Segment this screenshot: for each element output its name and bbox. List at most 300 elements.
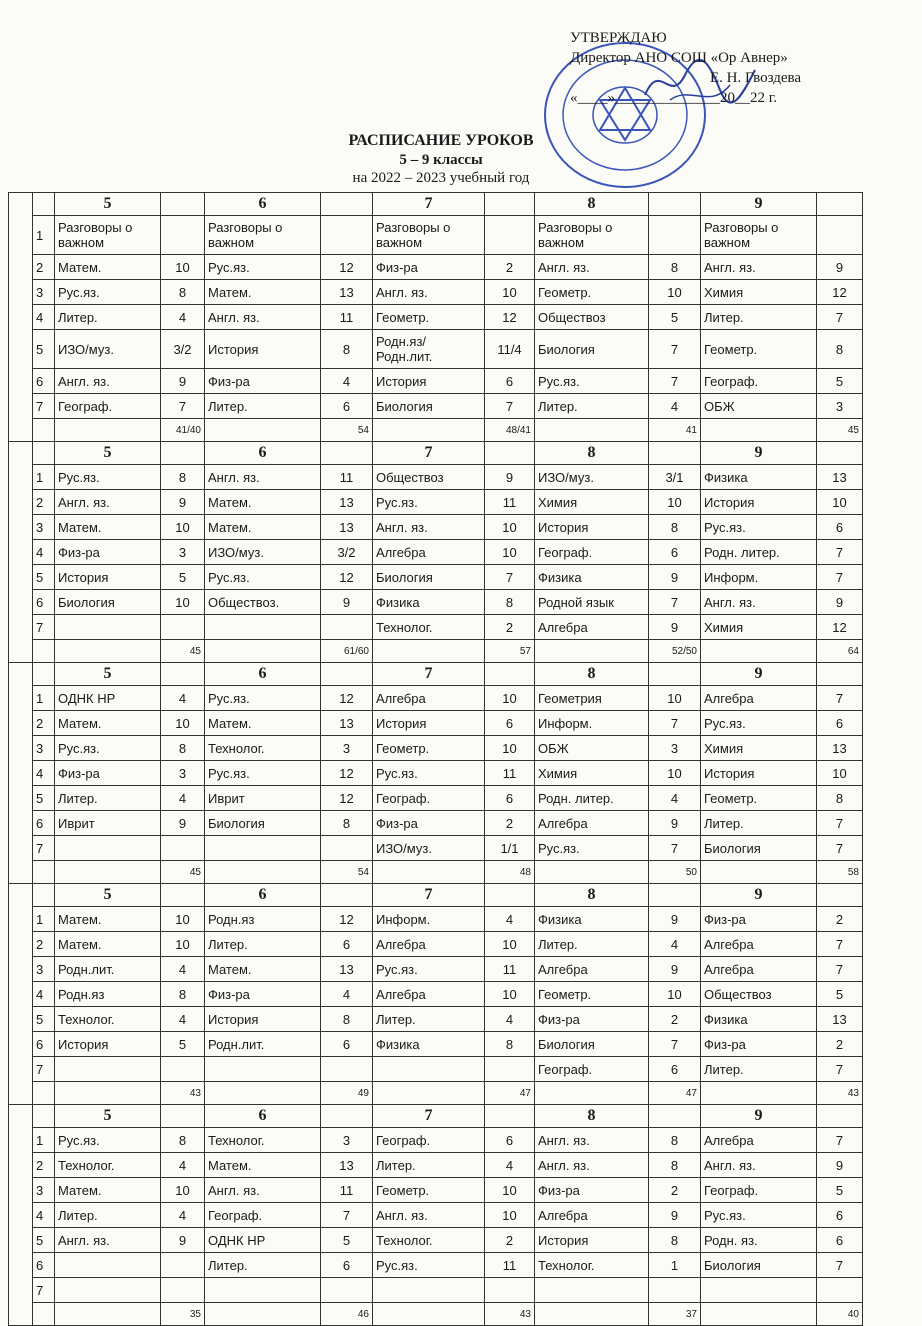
room-cell: 13 [817, 736, 863, 761]
subject-cell [55, 836, 161, 861]
totals-spacer [701, 640, 817, 663]
room-cell: 11/4 [485, 330, 535, 369]
subject-cell: Информ. [535, 711, 649, 736]
subject-cell: Физ-ра [373, 811, 485, 836]
totals-spacer [55, 1082, 161, 1105]
subject-cell: Родн.яз [55, 982, 161, 1007]
subject-cell: Химия [535, 761, 649, 786]
totals-spacer [55, 861, 161, 884]
lesson-row [9, 1203, 863, 1228]
room-cell: 12 [485, 305, 535, 330]
lesson-number: 7 [33, 1057, 55, 1082]
subject-cell: Физика [373, 1032, 485, 1057]
room-cell [649, 1278, 701, 1303]
subject-cell [205, 1278, 321, 1303]
room-cell: 8 [161, 1128, 205, 1153]
room-cell: 10 [485, 982, 535, 1007]
totals-spacer [701, 419, 817, 442]
room-cell: 5 [161, 565, 205, 590]
room-header [321, 1105, 373, 1128]
subject-cell: Химия [701, 615, 817, 640]
room-cell: 8 [321, 330, 373, 369]
subject-cell: Матем. [205, 490, 321, 515]
lesson-number: 2 [33, 1153, 55, 1178]
subject-cell: Матем. [205, 280, 321, 305]
subject-cell: Физ-ра [205, 982, 321, 1007]
room-cell: 2 [817, 907, 863, 932]
lesson-number: 2 [33, 932, 55, 957]
subject-cell: ОБЖ [535, 736, 649, 761]
grade-header: 7 [373, 442, 485, 465]
subject-cell: Матем. [55, 1178, 161, 1203]
grade-header: 8 [535, 442, 649, 465]
subject-cell: Литер. [701, 1057, 817, 1082]
room-cell: 4 [321, 982, 373, 1007]
subject-cell: Физика [535, 907, 649, 932]
subject-cell: История [205, 330, 321, 369]
subject-cell [205, 615, 321, 640]
subject-cell: Алгебра [535, 957, 649, 982]
subject-cell: Англ. яз. [205, 1178, 321, 1203]
subject-cell: Обществоз [535, 305, 649, 330]
room-cell: 6 [817, 1228, 863, 1253]
room-cell: 2 [485, 1228, 535, 1253]
lesson-number: 6 [33, 1253, 55, 1278]
subject-cell: Англ. яз. [205, 465, 321, 490]
room-cell: 6 [817, 711, 863, 736]
subject-cell: Физ-ра [205, 369, 321, 394]
lesson-number: 2 [33, 255, 55, 280]
lesson-number: 6 [33, 369, 55, 394]
room-cell: 7 [817, 836, 863, 861]
subject-cell: Химия [535, 490, 649, 515]
subject-cell: Иврит [55, 811, 161, 836]
room-cell: 10 [485, 932, 535, 957]
subject-cell: Матем. [55, 255, 161, 280]
room-cell: 9 [161, 490, 205, 515]
weekly-load-total: 37 [649, 1303, 701, 1326]
subject-cell: Алгебра [535, 1203, 649, 1228]
grade-header: 9 [701, 193, 817, 216]
subject-cell: История [535, 1228, 649, 1253]
grade-header: 8 [535, 663, 649, 686]
room-cell: 9 [817, 255, 863, 280]
subject-cell: Физ-ра [701, 907, 817, 932]
room-cell: 6 [485, 786, 535, 811]
room-cell: 7 [649, 711, 701, 736]
room-cell: 10 [649, 982, 701, 1007]
room-cell [485, 1057, 535, 1082]
subject-cell: Физика [373, 590, 485, 615]
room-cell [161, 216, 205, 255]
lesson-row [9, 515, 863, 540]
subject-cell: Биология [701, 1253, 817, 1278]
totals-spacer [373, 1303, 485, 1326]
subject-cell: ОБЖ [701, 394, 817, 419]
subject-cell: Биология [373, 565, 485, 590]
grade-header: 5 [55, 1105, 161, 1128]
room-cell: 9 [649, 615, 701, 640]
lesson-number: 2 [33, 711, 55, 736]
subject-cell: Технолог. [55, 1153, 161, 1178]
subject-cell: Геометр. [373, 305, 485, 330]
approval-director-name: Е. Н. Гвоздева [570, 68, 801, 88]
lesson-row [9, 565, 863, 590]
subject-cell: Геометр. [373, 1178, 485, 1203]
subject-cell [55, 1278, 161, 1303]
subject-cell: Обществоз [701, 982, 817, 1007]
room-cell: 11 [321, 465, 373, 490]
room-cell [321, 836, 373, 861]
subject-cell: Географ. [535, 540, 649, 565]
lesson-number: 3 [33, 1178, 55, 1203]
lesson-row [9, 836, 863, 861]
subject-cell: Биология [55, 590, 161, 615]
room-cell: 13 [321, 280, 373, 305]
weekly-load-total: 54 [321, 861, 373, 884]
subject-cell: Биология [373, 394, 485, 419]
room-cell: 4 [161, 1153, 205, 1178]
room-cell: 3/1 [649, 465, 701, 490]
subject-cell [55, 1057, 161, 1082]
grade-header: 6 [205, 442, 321, 465]
room-cell: 11 [485, 1253, 535, 1278]
room-cell: 8 [161, 280, 205, 305]
subject-cell: Физ-ра [55, 761, 161, 786]
room-cell: 12 [817, 615, 863, 640]
room-cell [321, 216, 373, 255]
room-cell [817, 1278, 863, 1303]
grade-header: 7 [373, 663, 485, 686]
subject-cell [205, 1057, 321, 1082]
weekly-load-total: 43 [817, 1082, 863, 1105]
room-header [485, 442, 535, 465]
subject-cell: Физ-ра [701, 1032, 817, 1057]
subject-cell: Физика [701, 465, 817, 490]
weekly-load-total: 47 [649, 1082, 701, 1105]
totals-spacer [373, 640, 485, 663]
subject-cell: Литер. [701, 305, 817, 330]
lesson-number: 6 [33, 590, 55, 615]
room-cell: 10 [161, 907, 205, 932]
room-cell: 4 [161, 957, 205, 982]
room-header [485, 663, 535, 686]
grade-header: 8 [535, 193, 649, 216]
subject-cell: Алгебра [373, 686, 485, 711]
room-header [817, 442, 863, 465]
room-cell: 7 [161, 394, 205, 419]
lesson-number: 1 [33, 686, 55, 711]
room-cell: 3 [649, 736, 701, 761]
room-cell: 12 [321, 565, 373, 590]
totals-spacer [373, 419, 485, 442]
lesson-row [9, 1228, 863, 1253]
room-cell: 3/2 [321, 540, 373, 565]
subject-cell: Разговоры о важном [205, 216, 321, 255]
subject-cell [535, 1278, 649, 1303]
room-cell: 4 [161, 1007, 205, 1032]
lesson-row [9, 369, 863, 394]
weekly-load-total: 43 [161, 1082, 205, 1105]
lesson-number: 7 [33, 1278, 55, 1303]
lesson-number: 6 [33, 811, 55, 836]
lesson-number-header [33, 884, 55, 907]
room-cell: 6 [485, 1128, 535, 1153]
weekly-load-total: 48/41 [485, 419, 535, 442]
room-cell: 5 [817, 369, 863, 394]
totals-row [9, 1082, 863, 1105]
room-cell: 10 [161, 515, 205, 540]
room-cell [161, 1278, 205, 1303]
room-cell: 9 [817, 1153, 863, 1178]
grade-header: 8 [535, 1105, 649, 1128]
lesson-row [9, 1278, 863, 1303]
room-cell: 10 [485, 686, 535, 711]
subject-cell: Матем. [55, 711, 161, 736]
room-cell: 7 [817, 957, 863, 982]
subject-cell: Англ. яз. [535, 1153, 649, 1178]
room-cell: 5 [161, 1032, 205, 1057]
subject-cell: Англ. яз. [373, 1203, 485, 1228]
subject-cell: Родн. литер. [535, 786, 649, 811]
room-cell: 3 [161, 761, 205, 786]
subject-cell: Рус.яз. [55, 465, 161, 490]
subject-cell: Англ. яз. [701, 1153, 817, 1178]
weekly-load-total: 50 [649, 861, 701, 884]
totals-row [9, 1303, 863, 1326]
room-cell: 10 [485, 515, 535, 540]
room-header [321, 442, 373, 465]
day-name-cell [9, 193, 33, 442]
subject-cell: Физ-ра [535, 1178, 649, 1203]
grade-header: 9 [701, 663, 817, 686]
lesson-row [9, 982, 863, 1007]
room-cell: 10 [817, 761, 863, 786]
room-cell: 9 [161, 369, 205, 394]
lesson-number: 7 [33, 615, 55, 640]
room-header [161, 663, 205, 686]
room-header [485, 1105, 535, 1128]
approval-date: «____»______________20__22 г. [570, 88, 801, 108]
subject-cell: Физ-ра [535, 1007, 649, 1032]
weekly-load-total: 49 [321, 1082, 373, 1105]
subject-cell: Технолог. [55, 1007, 161, 1032]
subject-cell: Родн. яз. [701, 1228, 817, 1253]
room-cell: 6 [817, 1203, 863, 1228]
room-header [161, 884, 205, 907]
subject-cell: Географ. [701, 1178, 817, 1203]
subject-cell: Алгебра [373, 982, 485, 1007]
subject-cell: Алгебра [535, 615, 649, 640]
room-cell: 10 [161, 1178, 205, 1203]
room-cell: 9 [649, 565, 701, 590]
totals-spacer [55, 419, 161, 442]
room-cell: 1 [649, 1253, 701, 1278]
room-cell: 4 [161, 786, 205, 811]
weekly-load-total: 58 [817, 861, 863, 884]
room-cell: 8 [161, 982, 205, 1007]
subject-cell: Англ. яз. [373, 515, 485, 540]
totals-spacer [205, 1303, 321, 1326]
room-cell: 10 [485, 1203, 535, 1228]
totals-spacer [205, 861, 321, 884]
room-cell: 9 [649, 907, 701, 932]
subject-cell: Матем. [205, 957, 321, 982]
totals-spacer [701, 861, 817, 884]
subject-cell: Литер. [535, 932, 649, 957]
lesson-row [9, 465, 863, 490]
lesson-row [9, 305, 863, 330]
room-cell: 12 [321, 907, 373, 932]
room-cell: 7 [485, 565, 535, 590]
room-cell: 9 [321, 590, 373, 615]
weekly-load-total: 45 [817, 419, 863, 442]
lesson-number: 4 [33, 540, 55, 565]
room-cell: 8 [161, 465, 205, 490]
room-cell: 4 [321, 369, 373, 394]
lesson-row [9, 932, 863, 957]
room-cell: 6 [321, 932, 373, 957]
subject-cell: Технолог. [373, 615, 485, 640]
room-cell: 3 [161, 540, 205, 565]
subject-cell: Рус.яз. [373, 490, 485, 515]
room-cell: 8 [649, 1153, 701, 1178]
subject-cell: Рус.яз. [55, 736, 161, 761]
room-cell: 10 [161, 711, 205, 736]
document-classes: 5 – 9 классы [0, 152, 902, 169]
lesson-number: 4 [33, 305, 55, 330]
subject-cell: Географ. [55, 394, 161, 419]
subject-cell: Англ. яз. [55, 1228, 161, 1253]
grade-header: 9 [701, 884, 817, 907]
subject-cell: Рус.яз. [205, 686, 321, 711]
room-cell: 9 [485, 465, 535, 490]
room-cell: 10 [649, 280, 701, 305]
room-cell [817, 216, 863, 255]
totals-row [9, 640, 863, 663]
subject-cell: Биология [205, 811, 321, 836]
room-cell: 7 [817, 540, 863, 565]
room-cell: 8 [649, 255, 701, 280]
lesson-number: 3 [33, 515, 55, 540]
subject-cell: Рус.яз. [701, 515, 817, 540]
subject-cell: Информ. [373, 907, 485, 932]
lesson-row [9, 811, 863, 836]
grade-header: 5 [55, 193, 161, 216]
subject-cell: ОДНК НР [55, 686, 161, 711]
lesson-row [9, 907, 863, 932]
room-cell: 12 [321, 686, 373, 711]
room-cell: 13 [817, 1007, 863, 1032]
room-header [817, 663, 863, 686]
room-cell: 6 [485, 711, 535, 736]
room-cell: 4 [161, 305, 205, 330]
lesson-number: 3 [33, 736, 55, 761]
lesson-number: 4 [33, 1203, 55, 1228]
room-cell: 8 [649, 1128, 701, 1153]
room-cell: 11 [485, 761, 535, 786]
room-cell: 13 [321, 515, 373, 540]
room-cell: 5 [649, 305, 701, 330]
totals-label [33, 1303, 55, 1326]
document-title: РАСПИСАНИЕ УРОКОВ [0, 132, 902, 150]
subject-cell: Алгебра [701, 932, 817, 957]
room-cell: 6 [321, 1032, 373, 1057]
room-cell: 10 [649, 490, 701, 515]
lesson-row [9, 1153, 863, 1178]
room-cell: 9 [161, 811, 205, 836]
totals-spacer [535, 419, 649, 442]
lesson-row [9, 686, 863, 711]
room-cell: 12 [321, 761, 373, 786]
subject-cell: Разговоры о важном [373, 216, 485, 255]
room-header [321, 663, 373, 686]
lesson-row [9, 711, 863, 736]
lesson-row [9, 540, 863, 565]
room-cell [161, 1253, 205, 1278]
subject-cell: Родн.яз/ Родн.лит. [373, 330, 485, 369]
subject-cell: Географ. [205, 1203, 321, 1228]
weekly-load-total: 45 [161, 640, 205, 663]
weekly-load-total: 45 [161, 861, 205, 884]
room-cell: 6 [485, 369, 535, 394]
lesson-number: 4 [33, 761, 55, 786]
room-cell: 7 [649, 836, 701, 861]
room-cell: 4 [649, 786, 701, 811]
subject-cell: Химия [701, 736, 817, 761]
lesson-number: 5 [33, 565, 55, 590]
lesson-number: 3 [33, 280, 55, 305]
room-cell: 7 [817, 811, 863, 836]
subject-cell: Технолог. [205, 1128, 321, 1153]
lesson-number-header [33, 1105, 55, 1128]
subject-cell: ИЗО/муз. [205, 540, 321, 565]
room-cell: 12 [817, 280, 863, 305]
weekly-load-total: 43 [485, 1303, 535, 1326]
room-header [161, 193, 205, 216]
subject-cell: Литер. [535, 394, 649, 419]
grade-header: 9 [701, 1105, 817, 1128]
room-cell: 2 [485, 255, 535, 280]
subject-cell: Англ. яз. [535, 1128, 649, 1153]
subject-cell: Рус.яз. [55, 1128, 161, 1153]
weekly-load-total: 64 [817, 640, 863, 663]
room-cell: 10 [485, 540, 535, 565]
subject-cell: Обществоз [373, 465, 485, 490]
room-cell: 10 [161, 932, 205, 957]
room-cell: 11 [485, 957, 535, 982]
room-header [649, 193, 701, 216]
subject-cell: История [205, 1007, 321, 1032]
room-cell: 2 [485, 615, 535, 640]
room-cell: 4 [485, 907, 535, 932]
lesson-row [9, 786, 863, 811]
room-cell: 7 [817, 1128, 863, 1153]
subject-cell: Алгебра [701, 957, 817, 982]
lesson-row [9, 490, 863, 515]
subject-cell: Химия [701, 280, 817, 305]
room-header [485, 193, 535, 216]
room-cell: 10 [649, 686, 701, 711]
approval-title: УТВЕРЖДАЮ [570, 28, 801, 48]
lesson-number-header [33, 663, 55, 686]
room-cell [321, 1057, 373, 1082]
subject-cell: Биология [535, 1032, 649, 1057]
lesson-number: 4 [33, 982, 55, 1007]
subject-cell: Географ. [535, 1057, 649, 1082]
lesson-row [9, 394, 863, 419]
grade-header: 5 [55, 442, 161, 465]
